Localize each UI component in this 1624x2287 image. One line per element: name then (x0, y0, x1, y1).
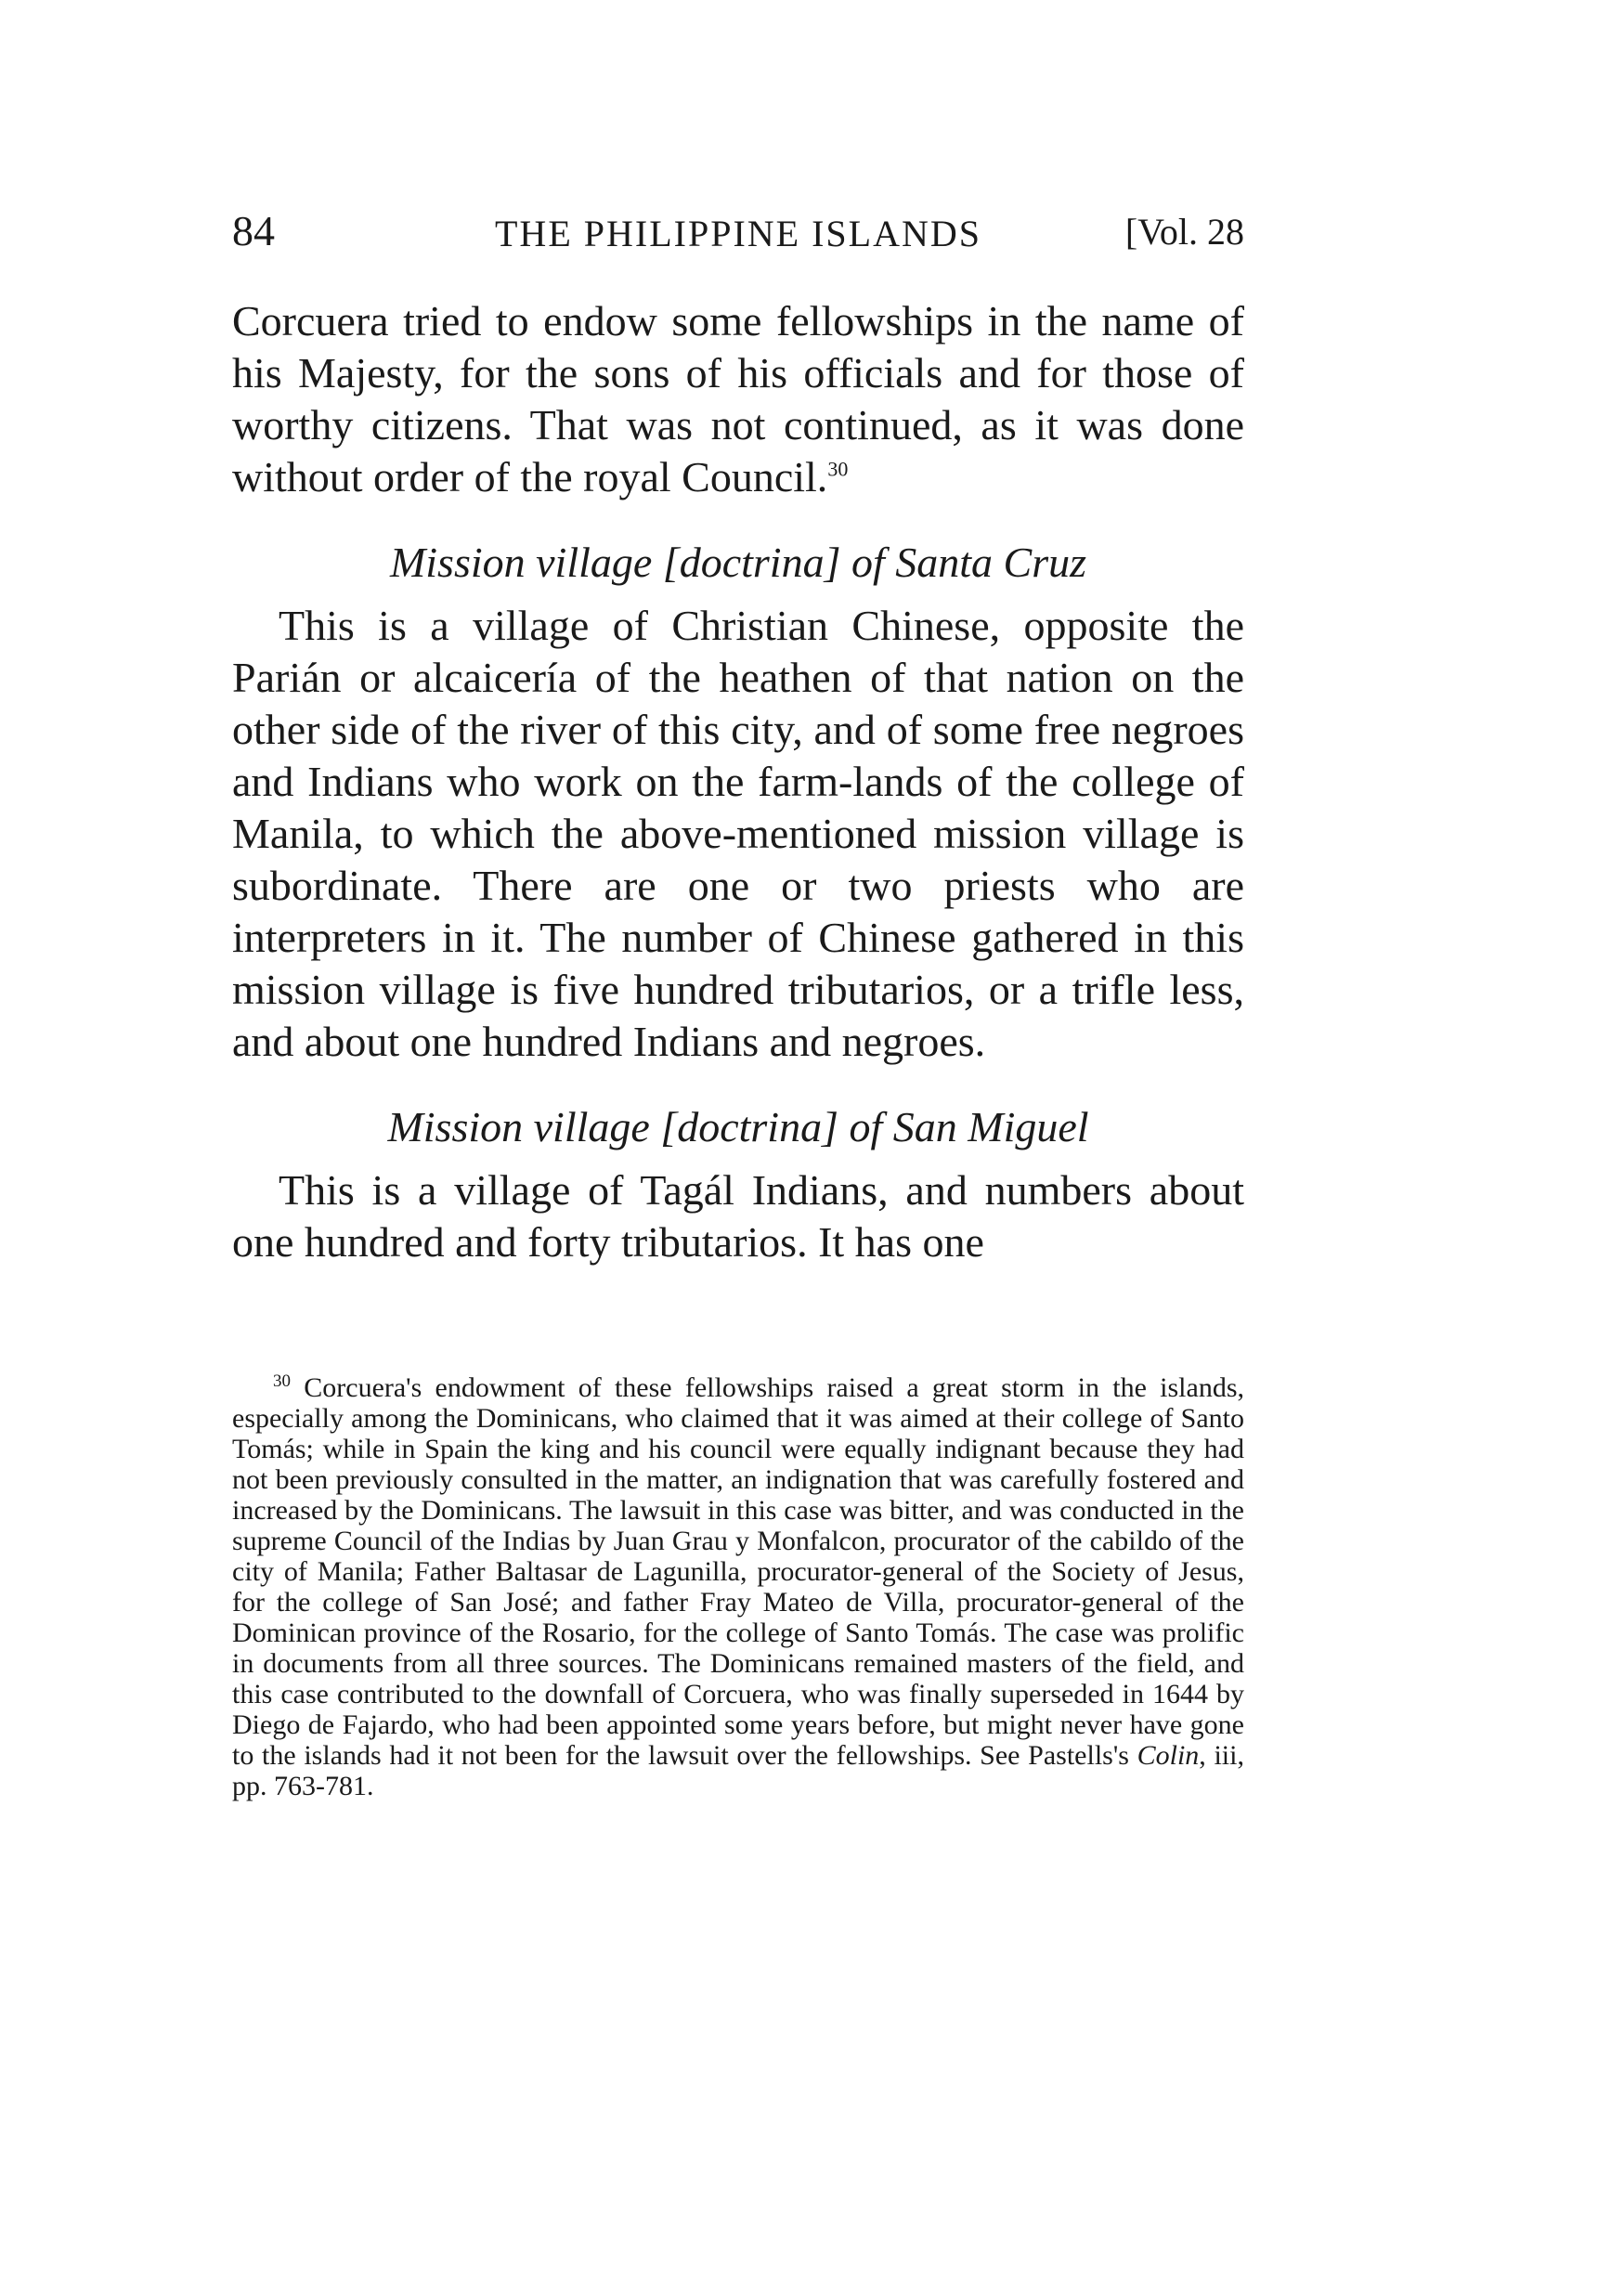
main-text (232, 295, 1244, 1268)
footnote-citation: , iii, pp. 763-781. (232, 1740, 1244, 1801)
section-heading-santa-cruz: Mission village [doctrina] of Santa Cruz (389, 539, 1087, 586)
section-heading-san-miguel: Mission village [doctrina] of San Miguel (387, 1103, 1089, 1150)
paragraph-santa-cruz: This is a village of Christian Chinese, opposite the Parián or alcaicería of the heathen of that nation on the other side of the river of this city, and of some free negroes and Indians who work on the farm-lands of the college of Manila, to which the above-mentioned mission village is subordinate. There are one or two priests who are interpreters in it. The number of Chinese gathered in this mission village is five hundred tributarios, or a trifle less, and about one hundred Indians and negroes. (232, 602, 1244, 1065)
footnote-reference: 30 (827, 457, 849, 481)
page-header (232, 206, 1244, 262)
paragraph-corcuera-text: Corcuera tried to endow some fellowships in the name of his Majesty, for the sons of his officials and for those of worthy citizens. That was not continued, as it was done without order of the royal Council. (232, 297, 1244, 500)
footnote-text: Corcuera's endowment of these fellowships raised a great storm in the islands, especially among the Dominicans, who claimed that it was aimed at their college of Santo Tomás; while in Spain the king and his council were equally indignant because they had not been previously consulted in the matter, an indignation that was carefully fostered and increased by the Dominicans. The lawsuit in this case was bitter, and was conducted in the supreme Council of the Indias by Juan Grau y Monfalcon, procurator of the cabildo of the city of Manila; Father Baltasar de Lagunilla, procurator-general of the Society of Jesus, for the college of San José; and father Fray Mateo de Villa, procurator-general of the Dominican province of the Rosario, for the college of Santo Tomás. The case was prolific in documents from all three sources. The Dominicans remained masters of the field, and this case contributed to the downfall of Corcuera, who was finally superseded in 1644 by Diego de Fajardo, who had been appointed some years before, but might never have gone to the islands had it not been for the lawsuit over the fellowships. See Pastells's (232, 1372, 1244, 1771)
footnote-number: 30 (273, 1371, 291, 1391)
footnote (232, 1372, 1244, 1801)
running-title: THE PHILIPPINE ISLANDS (495, 213, 981, 254)
paragraph-san-miguel: This is a village of Tagál Indians, and numbers about one hundred and forty tributarios. It has one (232, 1166, 1244, 1266)
page-number: 84 (232, 207, 275, 254)
paragraph-corcuera (232, 295, 1244, 503)
footnote-book-title: Colin (1137, 1740, 1200, 1771)
volume-label: [Vol. 28 (1124, 211, 1244, 253)
